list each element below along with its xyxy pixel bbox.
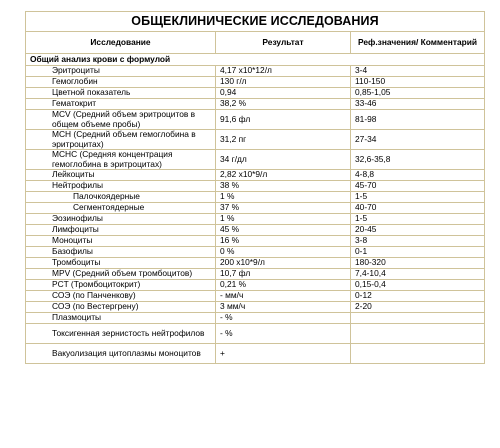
- table-row: [26, 280, 485, 291]
- table-row: [26, 302, 485, 313]
- test-result: 91,6 фл: [216, 110, 351, 130]
- test-name: Сегментоядерные: [26, 203, 216, 214]
- test-result: 200 х10*9/л: [216, 258, 351, 269]
- table-row: [26, 181, 485, 192]
- test-result: 4,17 х10*12/л: [216, 66, 351, 77]
- test-name: Цветной показатель: [26, 88, 216, 99]
- reference-value: 27-34: [351, 130, 485, 150]
- test-name: MPV (Средний объем тромбоцитов): [26, 269, 216, 280]
- table-row: [26, 170, 485, 181]
- table-row: [26, 130, 485, 150]
- table-row: [26, 66, 485, 77]
- reference-value: 1-5: [351, 192, 485, 203]
- test-name: Моноциты: [26, 236, 216, 247]
- reference-value: 81-98: [351, 110, 485, 130]
- table-row: [26, 225, 485, 236]
- section-title: Общий анализ крови с формулой: [26, 54, 485, 66]
- test-result: 16 %: [216, 236, 351, 247]
- test-name: Вакуолизация цитоплазмы моноцитов: [26, 344, 216, 364]
- reference-value: 1-5: [351, 214, 485, 225]
- test-name: Гематокрит: [26, 99, 216, 110]
- reference-value: [351, 324, 485, 344]
- test-name: СОЭ (по Панченкову): [26, 291, 216, 302]
- reference-value: 4-8,8: [351, 170, 485, 181]
- table-row: [26, 236, 485, 247]
- test-name: Токсигенная зернистость нейтрофилов: [26, 324, 216, 344]
- table-row: [26, 203, 485, 214]
- reference-value: [351, 313, 485, 324]
- reference-value: 40-70: [351, 203, 485, 214]
- reference-value: 0-1: [351, 247, 485, 258]
- table-row: [26, 324, 485, 344]
- table-row: [26, 99, 485, 110]
- test-result: 31,2 пг: [216, 130, 351, 150]
- test-result: - %: [216, 313, 351, 324]
- test-result: 37 %: [216, 203, 351, 214]
- reference-value: 45-70: [351, 181, 485, 192]
- test-result: - %: [216, 324, 351, 344]
- table-row: [26, 77, 485, 88]
- reference-value: [351, 344, 485, 364]
- reference-value: 3-4: [351, 66, 485, 77]
- table-row: [26, 247, 485, 258]
- test-name: МСНС (Средняя концентрация гемоглобина в эритроцитах): [26, 150, 216, 170]
- table-row: [26, 291, 485, 302]
- test-name: Тромбоциты: [26, 258, 216, 269]
- test-name: Нейтрофилы: [26, 181, 216, 192]
- table-row: [26, 313, 485, 324]
- reference-value: 32,6-35,8: [351, 150, 485, 170]
- reference-value: 180-320: [351, 258, 485, 269]
- test-name: Гемоглобин: [26, 77, 216, 88]
- test-name: PCT (Тромбоцитокрит): [26, 280, 216, 291]
- reference-value: 33-46: [351, 99, 485, 110]
- test-name: Эозинофилы: [26, 214, 216, 225]
- table-row: [26, 110, 485, 130]
- test-result: 3 мм/ч: [216, 302, 351, 313]
- column-header-test: Исследование: [26, 32, 216, 54]
- test-result: 45 %: [216, 225, 351, 236]
- test-result: 10,7 фл: [216, 269, 351, 280]
- reference-value: 3-8: [351, 236, 485, 247]
- reference-value: 110-150: [351, 77, 485, 88]
- test-result: 0 %: [216, 247, 351, 258]
- test-result: 38,2 %: [216, 99, 351, 110]
- test-name: МСН (Средний объем гемоглобина в эритроцитах): [26, 130, 216, 150]
- test-result: - мм/ч: [216, 291, 351, 302]
- test-result: 0,94: [216, 88, 351, 99]
- test-result: 1 %: [216, 214, 351, 225]
- report-title: ОБЩЕКЛИНИЧЕСКИЕ ИССЛЕДОВАНИЯ: [26, 12, 485, 32]
- reference-value: 7,4-10,4: [351, 269, 485, 280]
- table-row: [26, 192, 485, 203]
- column-header-ref: Реф.значения/ Комментарий: [351, 32, 485, 54]
- table-row: [26, 214, 485, 225]
- reference-value: 2-20: [351, 302, 485, 313]
- table-row: [26, 88, 485, 99]
- table-row: [26, 269, 485, 280]
- test-name: Лимфоциты: [26, 225, 216, 236]
- table-row: [26, 344, 485, 364]
- test-name: Базофилы: [26, 247, 216, 258]
- test-result: 2,82 х10*9/л: [216, 170, 351, 181]
- test-result: 38 %: [216, 181, 351, 192]
- test-name: Лейкоциты: [26, 170, 216, 181]
- test-result: 130 г/л: [216, 77, 351, 88]
- reference-value: 0,85-1,05: [351, 88, 485, 99]
- table-row: [26, 258, 485, 269]
- test-result: 1 %: [216, 192, 351, 203]
- test-name: MCV (Средний объем эритроцитов в общем объеме пробы): [26, 110, 216, 130]
- lab-report-sheet: [25, 11, 484, 364]
- test-name: Эритроциты: [26, 66, 216, 77]
- column-header-result: Результат: [216, 32, 351, 54]
- table-row: [26, 150, 485, 170]
- results-body: [26, 54, 485, 364]
- test-name: Палочкоядерные: [26, 192, 216, 203]
- reference-value: 0-12: [351, 291, 485, 302]
- reference-value: 0,15-0,4: [351, 280, 485, 291]
- reference-value: 20-45: [351, 225, 485, 236]
- test-result: 0,21 %: [216, 280, 351, 291]
- results-table: [25, 11, 485, 364]
- test-result: +: [216, 344, 351, 364]
- test-name: СОЭ (по Вестергрену): [26, 302, 216, 313]
- test-result: 34 г/дл: [216, 150, 351, 170]
- test-name: Плазмоциты: [26, 313, 216, 324]
